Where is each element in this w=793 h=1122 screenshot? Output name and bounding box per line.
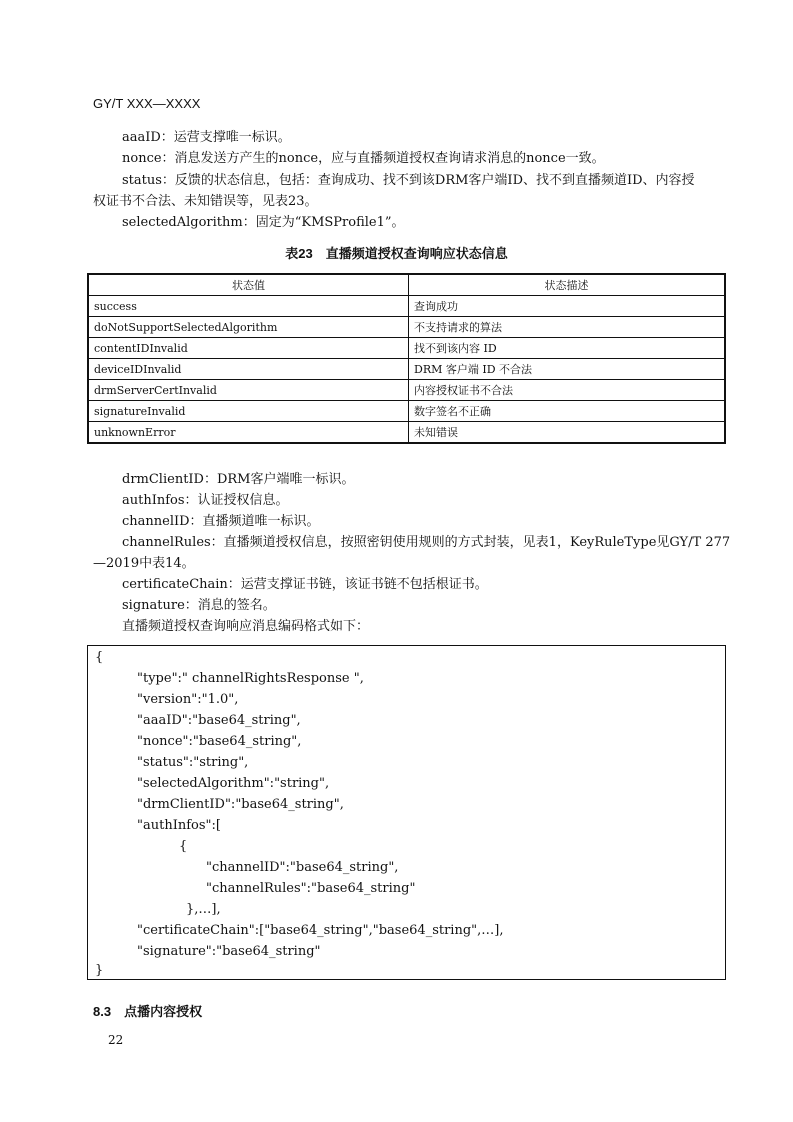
- paragraph-nonce: nonce：消息发送方产生的nonce，应与直播频道授权查询请求消息的nonce一致。: [122, 151, 605, 166]
- code-line: "certificateChain":["base64_string","base64_string",…],: [137, 923, 504, 938]
- table-row: [88, 359, 725, 380]
- paragraph-selected-algorithm: selectedAlgorithm：固定为“KMSProfile1”。: [122, 215, 405, 230]
- status-description-cell: 内容授权证书不合法: [409, 380, 726, 401]
- paragraph-channelrules-cont: —2019中表14。: [93, 556, 195, 571]
- status-value-cell: success: [88, 296, 409, 317]
- paragraph-aaaid: aaaID：运营支撑唯一标识。: [122, 130, 291, 145]
- code-block: [87, 645, 726, 980]
- code-line: "selectedAlgorithm":"string",: [137, 776, 330, 791]
- status-value-cell: deviceIDInvalid: [88, 359, 409, 380]
- status-description-cell: 找不到该内容 ID: [409, 338, 726, 359]
- paragraph-authinfos: authInfos：认证授权信息。: [122, 493, 289, 508]
- table-row: [88, 401, 725, 422]
- code-line: "status":"string",: [137, 755, 249, 770]
- code-line: {: [179, 839, 188, 854]
- table-row: [88, 380, 725, 401]
- status-description-cell: 不支持请求的算法: [409, 317, 726, 338]
- code-line: "channelRules":"base64_string": [206, 881, 416, 896]
- table-row: [88, 296, 725, 317]
- document-id-header: GY/T XXX—XXXX: [93, 96, 201, 111]
- table-row: [88, 317, 725, 338]
- status-description-cell: 数字签名不正确: [409, 401, 726, 422]
- paragraph-channelid: channelID：直播频道唯一标识。: [122, 514, 320, 529]
- paragraph-channelrules: channelRules：直播频道授权信息，按照密钥使用规则的方式封装，见表1，KeyRuleType见GY/T 277: [122, 535, 731, 550]
- paragraph-format-intro: 直播频道授权查询响应消息编码格式如下：: [122, 619, 370, 634]
- code-line: },…],: [186, 902, 221, 917]
- code-line: "version":"1.0",: [137, 692, 239, 707]
- column-header-status-value: 状态值: [88, 274, 409, 296]
- page-number: 22: [108, 1033, 124, 1047]
- status-table: [87, 273, 726, 444]
- table-caption: 表23 直播频道授权查询响应状态信息: [285, 246, 508, 261]
- status-value-cell: contentIDInvalid: [88, 338, 409, 359]
- column-header-status-description: 状态描述: [409, 274, 726, 296]
- status-value-cell: signatureInvalid: [88, 401, 409, 422]
- code-line: "drmClientID":"base64_string",: [137, 797, 344, 812]
- status-description-cell: 查询成功: [409, 296, 726, 317]
- section-heading: 8.3 点播内容授权: [93, 1004, 203, 1019]
- status-value-cell: drmServerCertInvalid: [88, 380, 409, 401]
- status-value-cell: doNotSupportSelectedAlgorithm: [88, 317, 409, 338]
- status-value-cell: unknownError: [88, 422, 409, 444]
- status-description-cell: 未知错误: [409, 422, 726, 444]
- paragraph-status: status：反馈的状态信息，包括：查询成功、找不到该DRM客户端ID、找不到直播频道ID、内容授: [122, 173, 695, 188]
- code-line: "type":" channelRightsResponse ",: [137, 671, 364, 686]
- code-line: "authInfos":[: [137, 818, 221, 833]
- table-row: [88, 338, 725, 359]
- code-line: "channelID":"base64_string",: [206, 860, 399, 875]
- paragraph-status-cont: 权证书不合法、未知错误等，见表23。: [93, 194, 318, 209]
- paragraph-drmclientid: drmClientID：DRM客户端唯一标识。: [122, 472, 355, 487]
- paragraph-certificatechain: certificateChain：运营支撑证书链，该证书链不包括根证书。: [122, 577, 488, 592]
- status-description-cell: DRM 客户端 ID 不合法: [409, 359, 726, 380]
- table-row: [88, 422, 725, 444]
- code-line: "signature":"base64_string": [137, 944, 321, 959]
- code-line: {: [95, 650, 104, 665]
- code-line: "nonce":"base64_string",: [137, 734, 302, 749]
- paragraph-signature: signature：消息的签名。: [122, 598, 276, 613]
- code-line: "aaaID":"base64_string",: [137, 713, 301, 728]
- table-header-row: [88, 274, 725, 296]
- code-line: }: [95, 963, 104, 978]
